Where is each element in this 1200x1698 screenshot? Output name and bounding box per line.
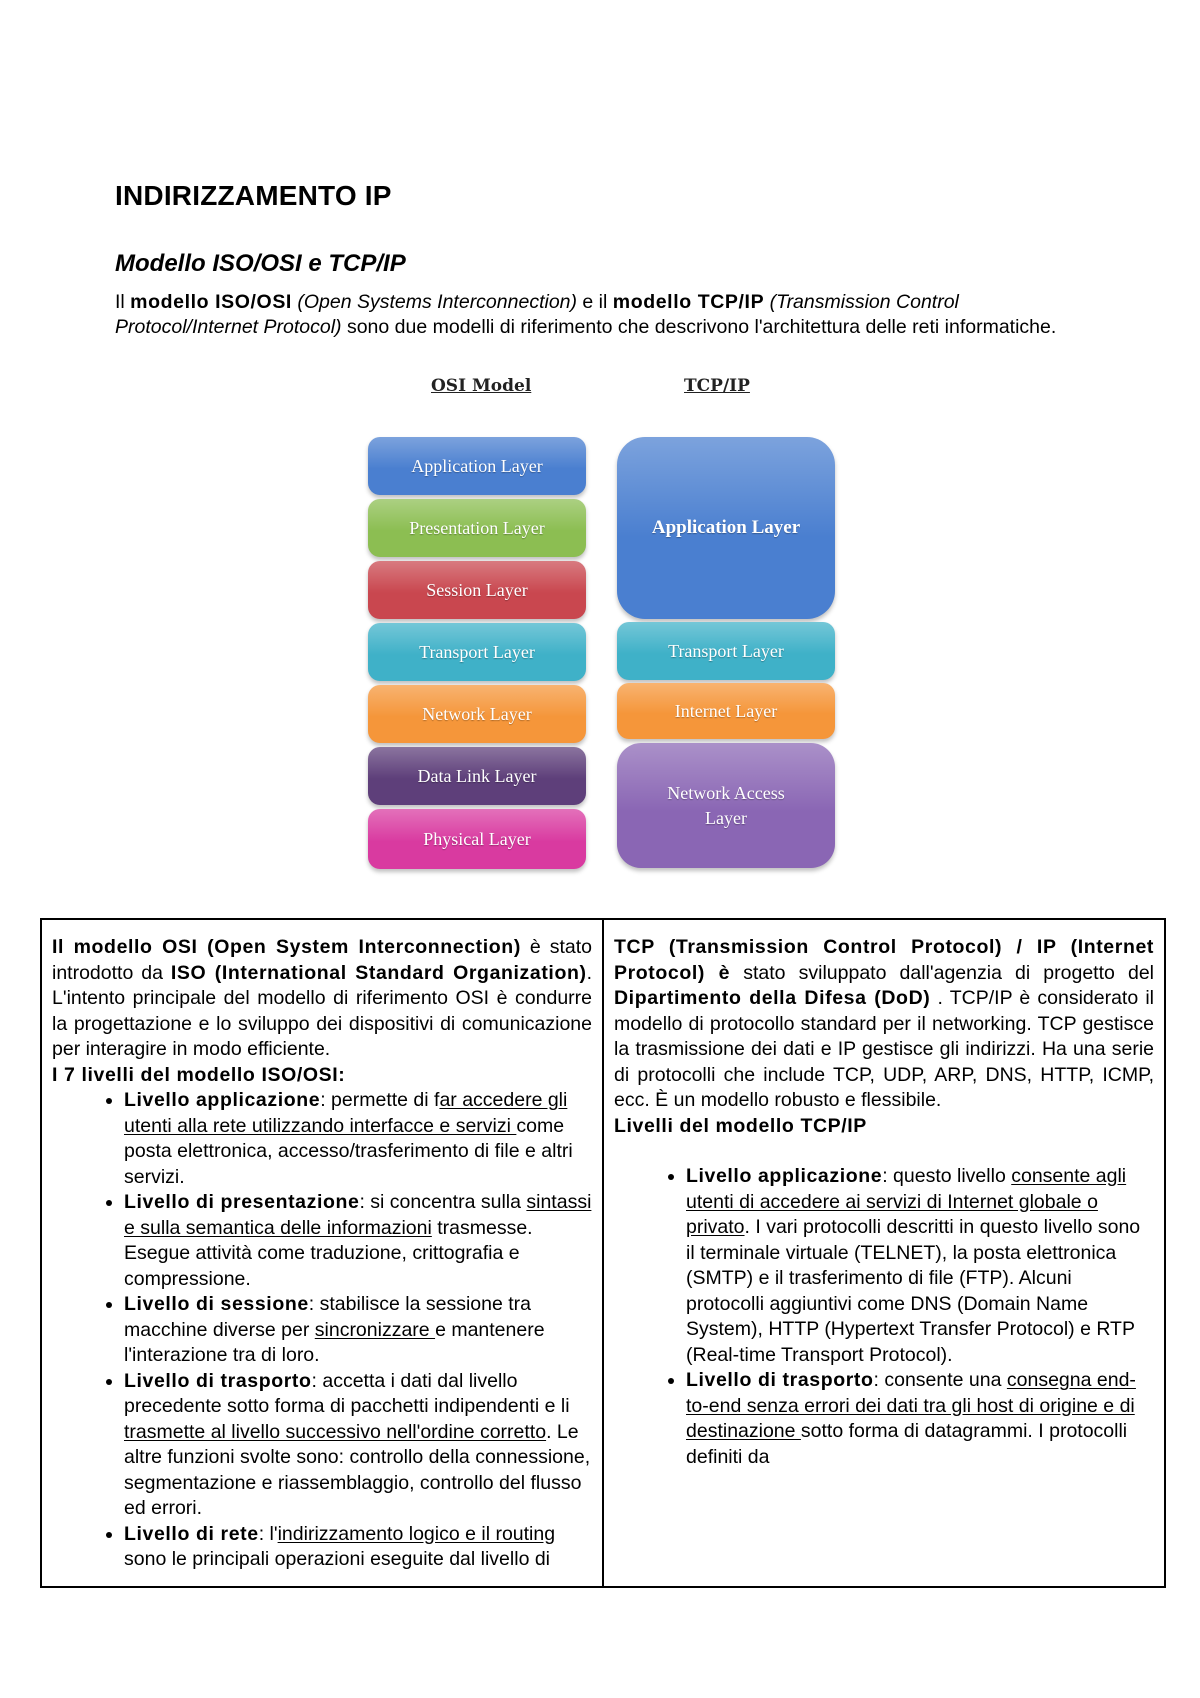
osi-application-layer: Application Layer [368,437,586,495]
page-title: INDIRIZZAMENTO IP [115,180,392,211]
tcpip-model-title: TCP/IP [684,376,750,396]
tcp-transport-layer: Transport Layer [617,622,835,680]
osi-presentation-layer: Presentation Layer [368,499,586,557]
osi-physical-layer: Physical Layer [368,809,586,869]
list-item: • Livello applicazione: permette di far accedere gli utenti alla rete utilizzando interfacce e servizi come posta elettronica, accesso/trasferimento di file e altri servizi. [124,1088,592,1190]
intro-paragraph: Il modello ISO/OSI (Open Systems Interconnection) e il modello TCP/IP (Transmission Control Protocol/Internet Protocol) sono due modelli di riferimento che descrivono l'architettura delle reti informatiche. [115,291,1057,338]
tcpip-levels-heading: Livelli del modello TCP/IP [614,1114,867,1137]
osi-transport-layer: Transport Layer [368,623,586,681]
list-item: • Livello di trasporto: consente una consegna end-to-end senza errori dei dati tra gli host di origine e di destinazione sotto forma di datagrammi. I protocolli definiti da [686,1368,1154,1470]
list-item: • Livello applicazione: questo livello consente agli utenti di accedere ai servizi di Internet globale o privato. I vari protocolli descritti in questo livello sono il terminale virtuale (TELNET), la posta elettronica (SMTP) e il trasferimento di file (FTP). Alcuni protocolli aggiuntivi come DNS (Domain Name System), HTTP (Hypertext Transfer Protocol) e RTP (Real-time Transport Protocol). [686,1164,1154,1368]
osi-levels-heading: I 7 livelli del modello ISO/OSI: [52,1063,346,1086]
osi-network-layer: Network Layer [368,685,586,743]
tcp-application-layer: Application Layer [617,437,835,619]
list-item: • Livello di trasporto: accetta i dati dal livello precedente sotto forma di pacchetti indipendenti e li trasmette al livello successivo nell'ordine corretto. Le altre funzioni svolte sono: controllo della connessione, segmentazione e riassemblaggio, controllo del flusso ed errori. [124,1369,592,1522]
tcpip-description-cell [604,920,1164,1586]
list-item: • Livello di presentazione: si concentra sulla sintassi e sulla semantica delle informazioni trasmesse. Esegue attività come traduzione, crittografia e compressione. [124,1190,592,1292]
tcpip-levels-list [614,1164,1154,1470]
osi-intro-paragraph: Il modello OSI (Open System Interconnection) è stato introdotto da ISO (International Standard Organization). L'intento principale del modello di riferimento OSI è condurre la progettazione e lo sviluppo dei dispositivi di comunicazione per interagire in modo efficiente. [52,936,592,1060]
osi-session-layer: Session Layer [368,561,586,619]
list-item: • Livello di sessione: stabilisce la sessione tra macchine diverse per sincronizzare e mantenere l'interazione tra di loro. [124,1292,592,1369]
section-subtitle: Modello ISO/OSI e TCP/IP [115,250,406,277]
osi-data-link-layer: Data Link Layer [368,747,586,805]
comparison-table [40,918,1166,1588]
osi-description-cell [42,920,604,1586]
tcp-network-access-layer: Network Access Layer [617,743,835,868]
tcpip-intro-paragraph: TCP (Transmission Control Protocol) / IP (Internet Protocol) è stato sviluppato dall'agenzia di progetto del Dipartimento della Difesa (DoD) . TCP/IP è considerato il modello di protocollo standard per il networking. TCP gestisce la trasmissione dei dati e IP gestisce gli indirizzi. Ha una serie di protocolli che include TCP, UDP, ARP, DNS, HTTP, ICMP, ecc. È un modello robusto e flessibile. [614,936,1155,1111]
osi-model-title: OSI Model [431,376,532,396]
list-item: • Livello di rete: l'indirizzamento logico e il routing sono le principali operazioni eseguite dal livello di [124,1522,592,1573]
osi-levels-list [52,1088,592,1573]
tcp-internet-layer: Internet Layer [617,683,835,739]
